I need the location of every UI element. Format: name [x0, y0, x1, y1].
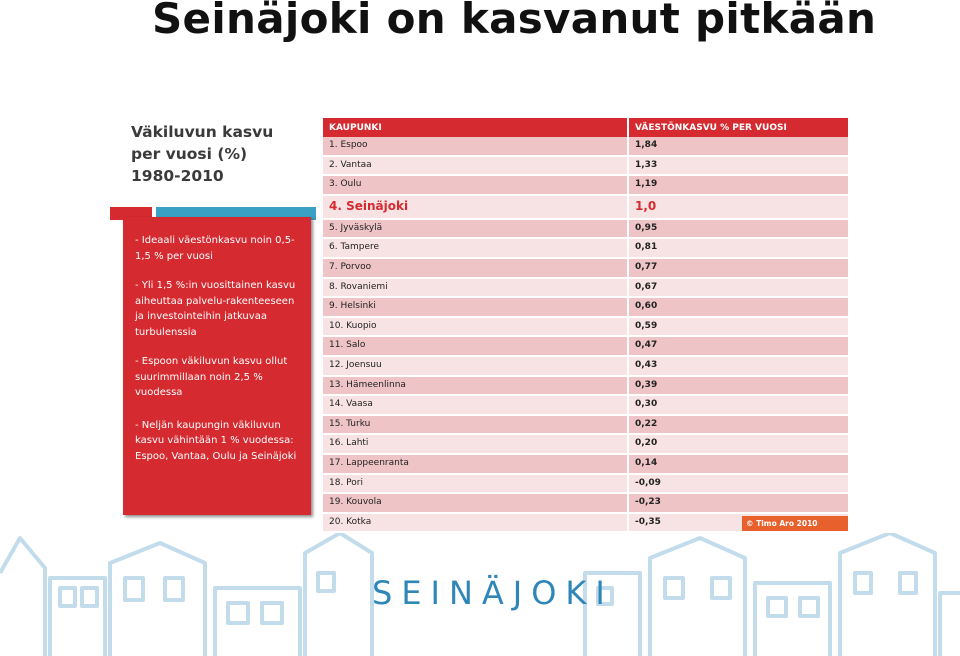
city-cell: 18. Pori	[323, 474, 628, 494]
growth-cell: 0,47	[628, 336, 848, 356]
table-row	[323, 219, 848, 239]
table-row	[323, 336, 848, 356]
table-row	[323, 278, 848, 298]
city-cell: 12. Joensuu	[323, 356, 628, 376]
growth-cell: 0,22	[628, 415, 848, 435]
left-heading	[131, 121, 273, 187]
city-cell: 3. Oulu	[323, 175, 628, 195]
city-cell: 6. Tampere	[323, 238, 628, 258]
city-cell: 9. Helsinki	[323, 297, 628, 317]
growth-cell: 0,14	[628, 454, 848, 474]
panel-bullet: - Yli 1,5 %:in vuosittainen kasvu aiheuttaa palvelu-rakenteeseen ja investointeihin jatkuvaa turbulenssia	[135, 280, 296, 338]
copyright-label: © Timo Aro 2010	[742, 516, 848, 531]
growth-cell: 1,33	[628, 156, 848, 176]
city-cell: 11. Salo	[323, 336, 628, 356]
growth-cell: -0,35	[628, 513, 848, 533]
panel-bullet: - Ideaali väestönkasvu noin 0,5-1,5 % per vuosi	[135, 235, 295, 262]
table-row	[323, 493, 848, 513]
growth-cell: 1,0	[628, 195, 848, 219]
growth-cell: 0,20	[628, 434, 848, 454]
growth-cell: -0,09	[628, 474, 848, 494]
table-row	[323, 434, 848, 454]
highlighted-table-row	[323, 195, 848, 219]
table-row	[323, 258, 848, 278]
growth-cell: 0,60	[628, 297, 848, 317]
column-header-growth: VÄESTÖNKASVU % PER VUOSI	[628, 118, 848, 137]
growth-cell: 0,39	[628, 376, 848, 396]
panel-bullet: - Espoon väkiluvun kasvu ollut suurimmillaan noin 2,5 % vuodessa	[135, 356, 288, 398]
column-header-city: KAUPUNKI	[323, 118, 628, 137]
left-heading-line-1: Väkiluvun kasvu	[131, 123, 274, 141]
table-row	[323, 356, 848, 376]
table-header-row	[323, 118, 848, 137]
seinajoki-logo: SEINÄJOKI	[372, 574, 614, 612]
growth-cell: 0,67	[628, 278, 848, 298]
city-cell: 20. Kotka	[323, 513, 628, 533]
city-cell: 19. Kouvola	[323, 493, 628, 513]
info-panel	[123, 217, 311, 515]
panel-bullet: - Neljän kaupungin väkiluvun kasvu vähintään 1 % vuodessa: Espoo, Vantaa, Oulu ja Seinäjoki	[135, 419, 297, 462]
city-cell: 14. Vaasa	[323, 395, 628, 415]
city-cell: 1. Espoo	[323, 137, 628, 156]
table-row	[323, 474, 848, 494]
growth-cell: 1,19	[628, 175, 848, 195]
city-cell: 17. Lappeenranta	[323, 454, 628, 474]
table-row	[323, 137, 848, 156]
city-cell: 8. Rovaniemi	[323, 278, 628, 298]
growth-cell: 0,43	[628, 356, 848, 376]
growth-cell: 0,81	[628, 238, 848, 258]
city-cell: 16. Lahti	[323, 434, 628, 454]
table-row	[323, 395, 848, 415]
city-cell: 2. Vantaa	[323, 156, 628, 176]
growth-cell: -0,23	[628, 493, 848, 513]
city-cell: 10. Kuopio	[323, 317, 628, 337]
city-cell: 7. Porvoo	[323, 258, 628, 278]
table-row	[323, 156, 848, 176]
growth-cell: 0,59	[628, 317, 848, 337]
growth-cell: 0,77	[628, 258, 848, 278]
left-heading-line-2: per vuosi (%)	[131, 145, 248, 163]
table-row	[323, 415, 848, 435]
growth-cell: 0,30	[628, 395, 848, 415]
city-cell: 15. Turku	[323, 415, 628, 435]
growth-cell: 0,95	[628, 219, 848, 239]
table-row	[323, 175, 848, 195]
table-row	[323, 317, 848, 337]
city-cell: 13. Hämeenlinna	[323, 376, 628, 396]
city-cell: 4. Seinäjoki	[323, 195, 628, 219]
city-cell: 5. Jyväskylä	[323, 219, 628, 239]
table-row	[323, 297, 848, 317]
table-row	[323, 376, 848, 396]
table-row	[323, 454, 848, 474]
slide-title: Seinäjoki on kasvanut pitkään	[152, 0, 877, 43]
left-heading-line-3: 1980-2010	[131, 167, 224, 185]
growth-cell: 1,84	[628, 137, 848, 156]
table-row	[323, 238, 848, 258]
growth-table	[323, 118, 848, 533]
